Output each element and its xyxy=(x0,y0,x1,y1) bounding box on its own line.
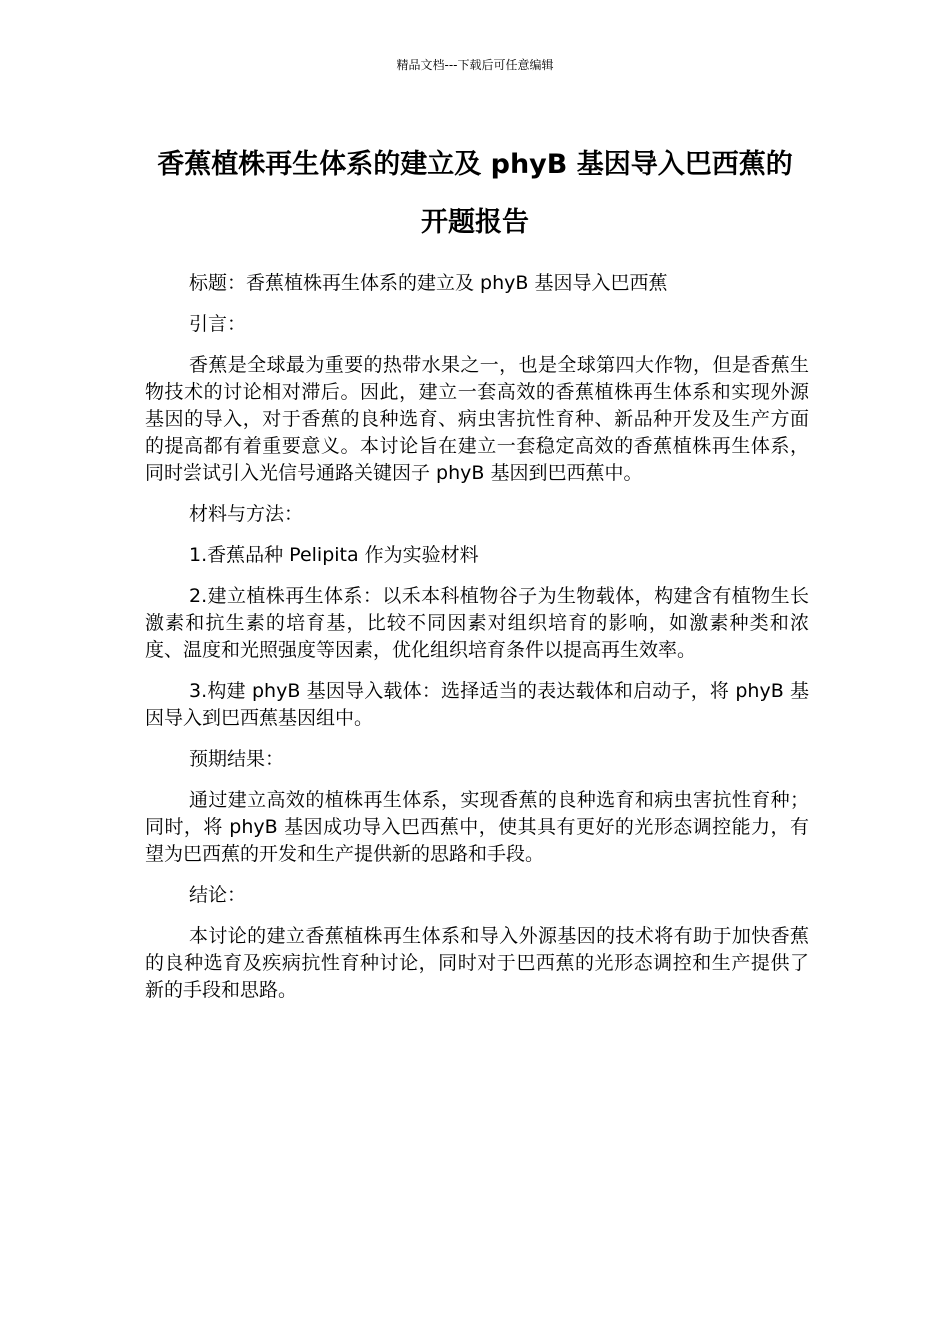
document-body xyxy=(145,270,809,1018)
conclusion-paragraph: 本讨论的建立香蕉植株再生体系和导入外源基因的技术将有助于加快香蕉的良种选育及疾病抗性育种讨论，同时对于巴西蕉的光形态调控和生产提供了新的手段和思路。 xyxy=(145,925,809,1001)
document-title xyxy=(120,136,830,252)
title-line-2: 开题报告 xyxy=(421,207,529,238)
section-heading-conclusion: 结论： xyxy=(189,884,247,906)
section-heading-methods: 材料与方法： xyxy=(189,503,304,525)
expected-results-paragraph: 通过建立高效的植株再生体系，实现香蕉的良种选育和病虫害抗性育种；同时，将 phyB 基因成功导入巴西蕉中，使其具有更好的光形态调控能力，有望为巴西蕉的开发和生产提供新的思路和手段。 xyxy=(145,789,809,865)
title-line-1: 香蕉植株再生体系的建立及 phyB 基因导入巴西蕉的 xyxy=(157,149,793,180)
section-heading-introduction: 引言： xyxy=(189,313,247,335)
header-note: 精品文档---下载后可任意编辑 xyxy=(396,58,554,72)
method-item-3: 3.构建 phyB 基因导入载体：选择适当的表达载体和启动子，将 phyB 基因导入到巴西蕉基因组中。 xyxy=(145,680,809,729)
section-heading-expected-results: 预期结果： xyxy=(189,748,285,770)
method-item-1: 1.香蕉品种 Pelipita 作为实验材料 xyxy=(189,544,479,566)
title-statement: 标题：香蕉植株再生体系的建立及 phyB 基因导入巴西蕉 xyxy=(189,272,668,294)
introduction-paragraph: 香蕉是全球最为重要的热带水果之一，也是全球第四大作物，但是香蕉生物技术的讨论相对滞后。因此，建立一套高效的香蕉植株再生体系和实现外源基因的导入，对于香蕉的良种选育、病虫害抗性育种、新品种开发及生产方面的提高都有着重要意义。本讨论旨在建立一套稳定高效的香蕉植株再生体系，同时尝试引入光信号通路关键因子 phyB 基因到巴西蕉中。 xyxy=(145,354,809,484)
method-item-2: 2.建立植株再生体系：以禾本科植物谷子为生物载体，构建含有植物生长激素和抗生素的培育基，比较不同因素对组织培育的影响，如激素种类和浓度、温度和光照强度等因素，优化组织培育条件以提高再生效率。 xyxy=(145,585,809,661)
